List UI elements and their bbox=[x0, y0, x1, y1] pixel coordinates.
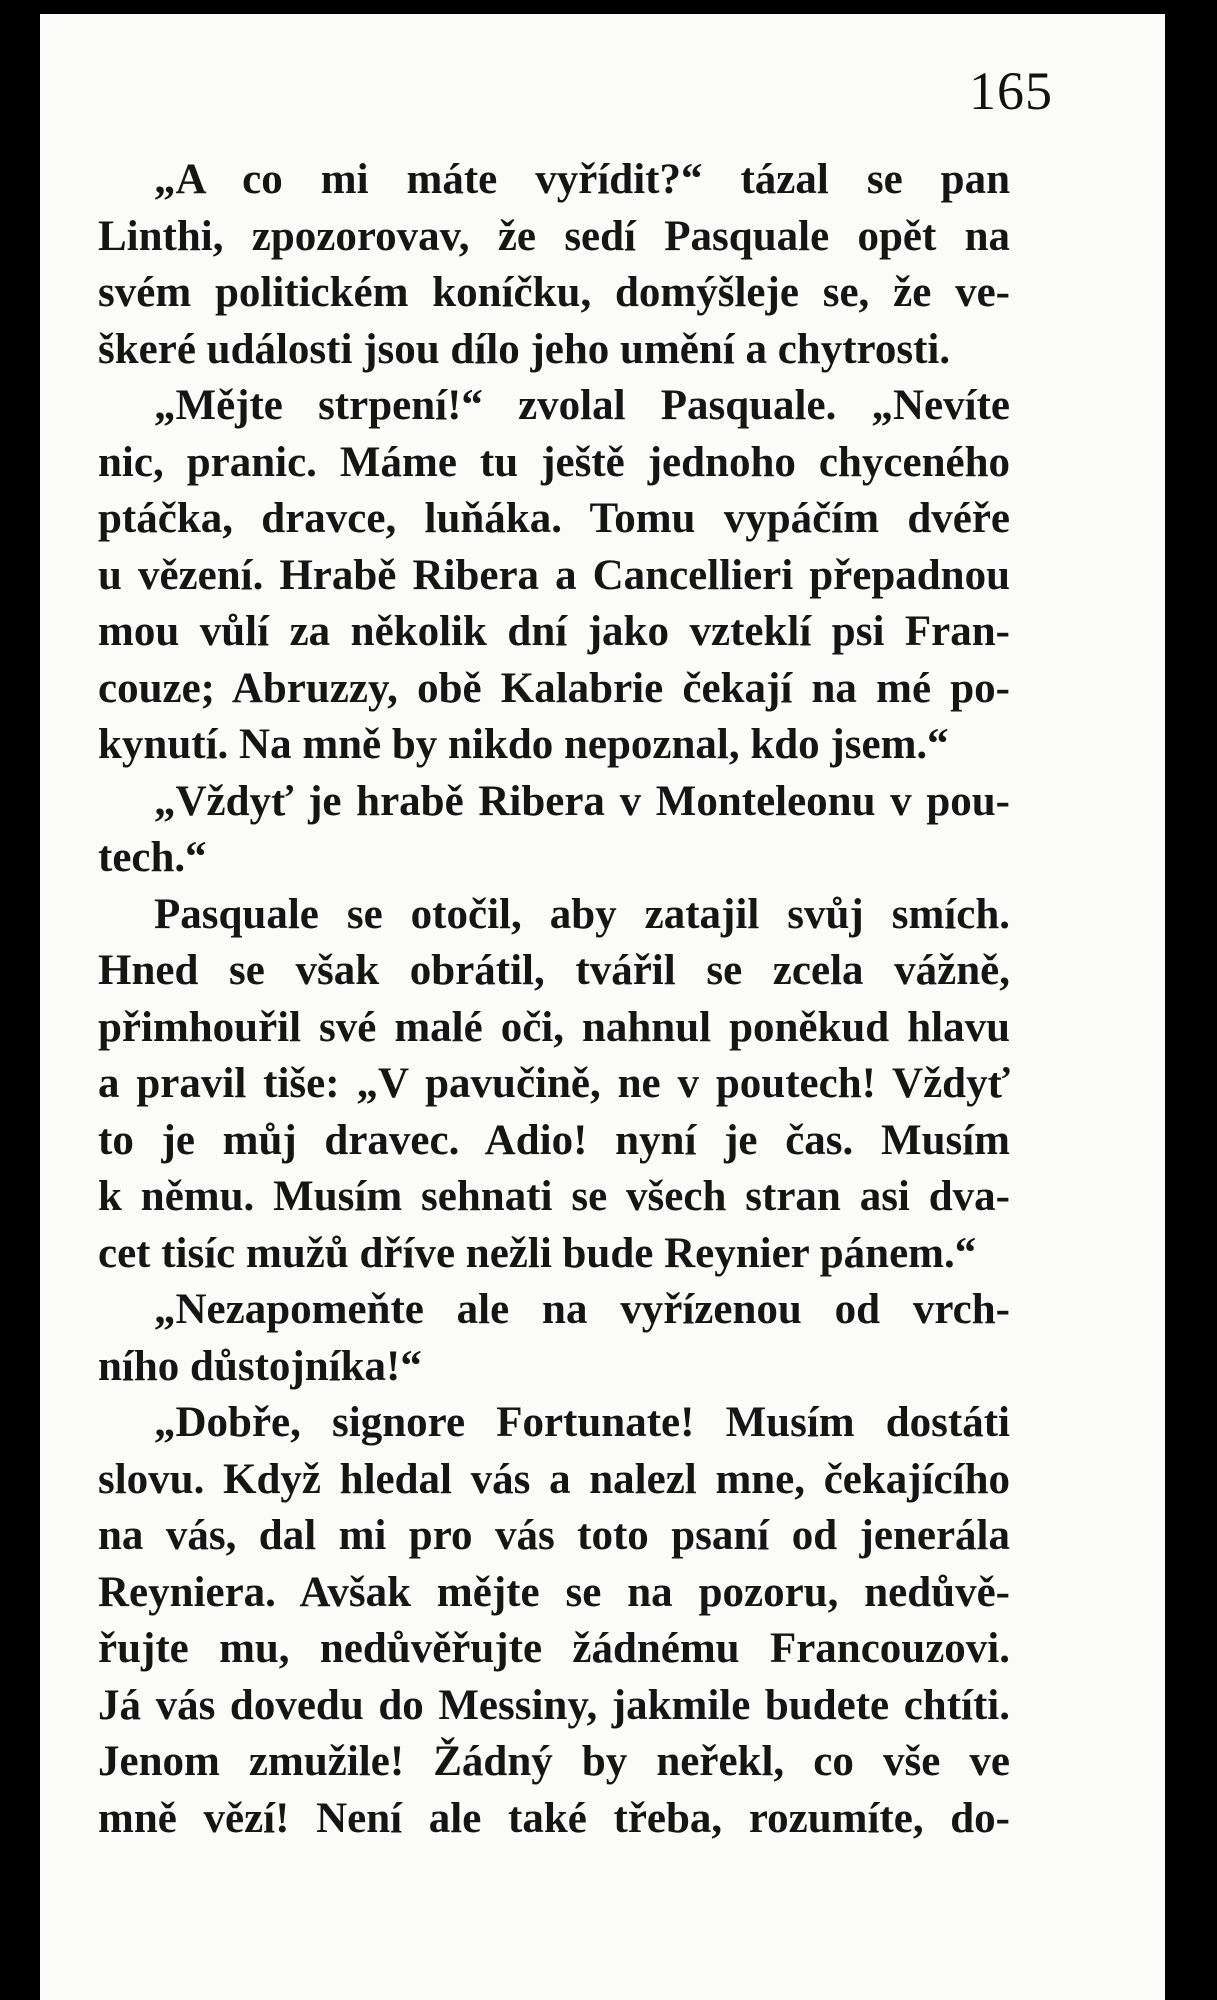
text-line: Jenom zmužile! Žádný by neřekl, co vše ve bbox=[98, 1738, 1010, 1785]
text-line: škeré události jsou dílo jeho umění a chytrosti. bbox=[98, 325, 951, 373]
text-line: mně vězí! Není ale také třeba, rozumíte, do- bbox=[98, 1794, 1010, 1842]
text-line: u vězení. Hrabě Ribera a Cancellieri přepadnou bbox=[98, 551, 1010, 599]
text-line: a pravil tiše: „V pavučině, ne v poutech! Vždyť bbox=[98, 1060, 1010, 1107]
text-line: „A co mi máte vyřídit?“ tázal se pan bbox=[154, 156, 1010, 203]
text-line: tech.“ bbox=[98, 834, 207, 881]
book-page bbox=[40, 14, 1165, 2000]
text-line: nic, pranic. Máme tu ještě jednoho chyceného bbox=[98, 438, 1010, 486]
text-line: ního důstojníka!“ bbox=[98, 1342, 422, 1390]
text-line: couze; Abruzzy, obě Kalabrie čekají na mé po- bbox=[98, 664, 1010, 712]
text-line: „Nezapomeňte ale na vyřízenou od vrch- bbox=[154, 1286, 1010, 1333]
text-line: mou vůlí za několik dní jako vzteklí psi Fran- bbox=[98, 608, 1010, 655]
text-line: Hned se však obrátil, tvářil se zcela vážně, bbox=[98, 947, 1010, 994]
text-line: Já vás dovedu do Messiny, jakmile budete chtíti. bbox=[98, 1681, 1010, 1729]
text-line: slovu. Když hledal vás a nalezl mne, čekajícího bbox=[98, 1455, 1010, 1503]
text-line: Pasquale se otočil, aby zatajil svůj smích. bbox=[154, 890, 1010, 938]
text-line: řujte mu, nedůvěřujte žádnému Francouzovi. bbox=[98, 1625, 1010, 1672]
text-line: na vás, dal mi pro vás toto psaní od jenerála bbox=[98, 1512, 1010, 1559]
text-line: Reyniera. Avšak mějte se na pozoru, nedůvě- bbox=[98, 1568, 1010, 1616]
text-line: „Dobře, signore Fortunate! Musím dostáti bbox=[154, 1399, 1010, 1446]
text-line: cet tisíc mužů dříve nežli bude Reynier pánem.“ bbox=[98, 1229, 977, 1277]
text-line: svém politickém koníčku, domýšleje se, že ve- bbox=[98, 269, 1010, 316]
text-line: kynutí. Na mně by nikdo nepoznal, kdo jsem.“ bbox=[98, 721, 949, 768]
body-text bbox=[98, 152, 1010, 1847]
text-line: „Vždyť je hrabě Ribera v Monteleonu v pou- bbox=[154, 777, 1010, 825]
text-line: ptáčka, dravce, luňáka. Tomu vypáčím dvéře bbox=[98, 495, 1010, 542]
text-line: Linthi, zpozorovav, že sedí Pasquale opět na bbox=[98, 212, 1010, 260]
page-number: 165 bbox=[969, 61, 1053, 121]
text-line: přimhouřil své malé oči, nahnul poněkud hlavu bbox=[98, 1003, 1010, 1051]
text-line: „Mějte strpení!“ zvolal Pasquale. „Nevíte bbox=[154, 382, 1010, 429]
text-line: k němu. Musím sehnati se všech stran asi dva- bbox=[98, 1173, 1010, 1220]
text-line: to je můj dravec. Adio! nyní je čas. Musím bbox=[98, 1116, 1010, 1164]
